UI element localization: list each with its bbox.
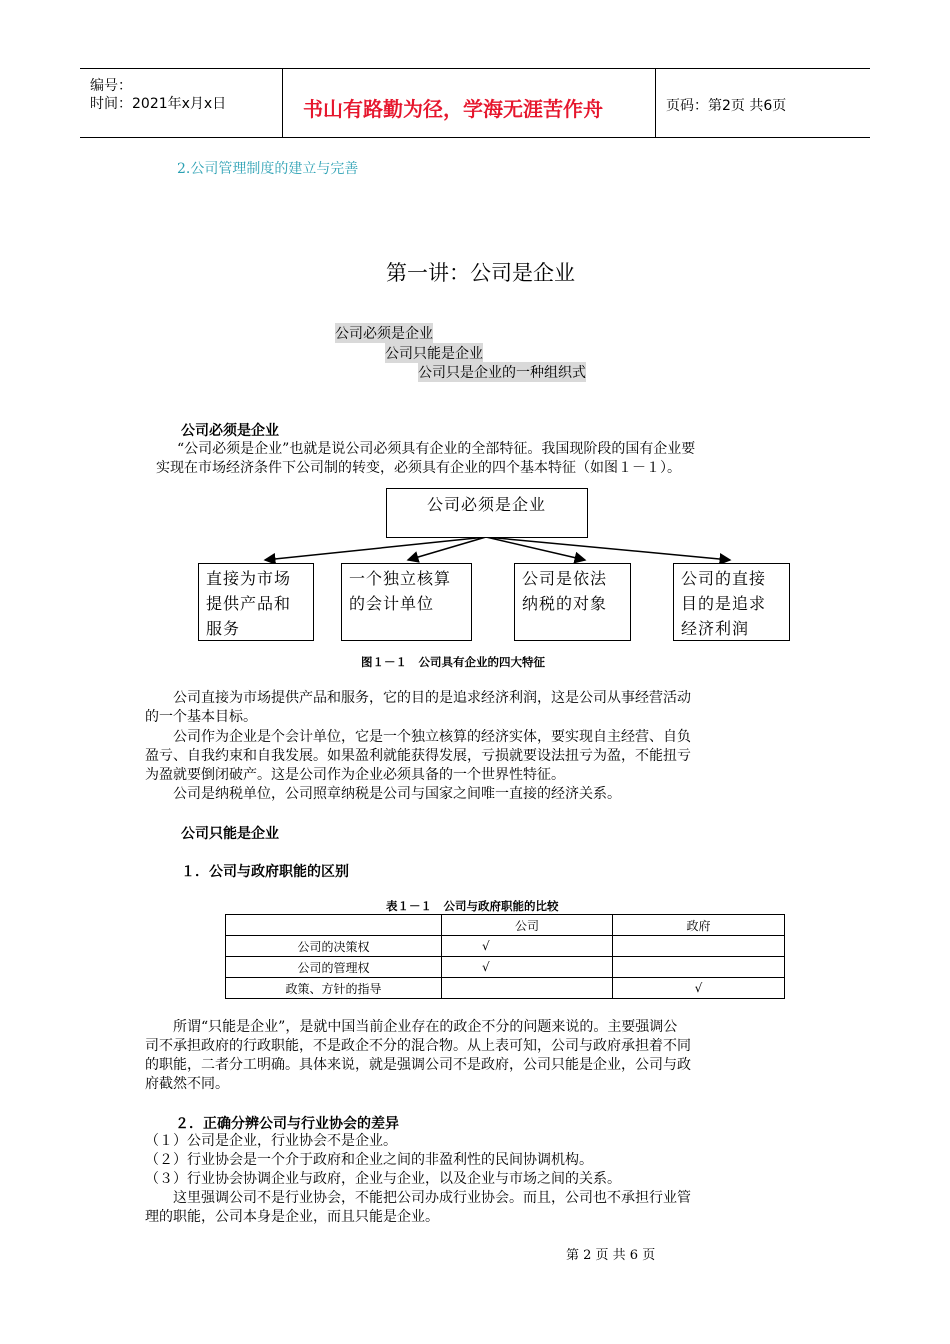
table-cell: √ <box>442 957 613 978</box>
arrow-3 <box>486 537 585 560</box>
diagram-box-1 <box>198 563 314 641</box>
list-item-1: （１）公司是企业，行业协会不是企业。 <box>145 1133 397 1149</box>
table-cell: √ <box>442 936 613 957</box>
table-cell: √ <box>613 978 785 999</box>
para2-line-4: 府截然不同。 <box>145 1076 229 1092</box>
table-header-cell-1: 公司 <box>442 915 613 936</box>
header-page-cell <box>656 69 870 137</box>
box2-line1: 一个独立核算 <box>349 569 452 588</box>
table-cell <box>442 978 613 999</box>
box2-line2: 的会计单位 <box>349 594 435 613</box>
table-row <box>226 957 785 978</box>
table-row <box>226 978 785 999</box>
box3-line1: 公司是依法 <box>522 569 608 588</box>
number-label: 编号： <box>90 78 132 94</box>
para1-line-6: 公司是纳税单位，公司照章纳税是公司与国家之间唯一直接的经济关系。 <box>145 786 621 802</box>
sec1-intro-line-2: 实现在市场经济条件下公司制的转变，必须具有企业的四个基本特征（如图１－１）。 <box>156 460 681 476</box>
table-header-row <box>226 915 785 936</box>
outline-item-3: 公司只是企业的一种组织式 <box>418 362 586 382</box>
table-cell <box>613 936 785 957</box>
page-info: 页码：第2页 共6页 <box>666 98 787 114</box>
diagram-caption: 图１－１ 公司具有企业的四大特征 <box>361 655 545 669</box>
box3-line2: 纳税的对象 <box>522 594 608 613</box>
para1-line-4: 盈亏、自我约束和自我发展。如果盈利就能获得发展，亏损就要设法扭亏为盈，不能扭亏 <box>145 748 691 764</box>
para1-line-2: 的一个基本目标。 <box>145 709 257 725</box>
table-cell: 公司的管理权 <box>226 957 442 978</box>
para3-line-2: 理的职能，公司本身是企业，而且只能是企业。 <box>145 1209 439 1225</box>
header-meta-cell <box>80 69 283 137</box>
outline-item-2: 公司只能是企业 <box>385 343 483 363</box>
diagram-box-2 <box>341 563 472 641</box>
motto: 书山有路勤为径，学海无涯苦作舟 <box>303 97 603 121</box>
arrow-4 <box>486 537 730 560</box>
sec2-heading: 公司只能是企业 <box>181 826 279 842</box>
page-footer: 第 2 页 共 6 页 <box>566 1248 656 1263</box>
diagram-box-4 <box>673 563 790 641</box>
comparison-table <box>225 914 785 999</box>
box1-line1: 直接为市场 <box>206 569 292 588</box>
table-header-cell-2: 政府 <box>613 915 785 936</box>
box1-line2: 提供产品和 <box>206 594 292 613</box>
para1-line-5: 为盈就要倒闭破产。这是公司作为企业必须具备的一个世界性特征。 <box>145 767 565 783</box>
list-item-2: （２）行业协会是一个介于政府和企业之间的非盈利性的民间协调机构。 <box>145 1152 593 1168</box>
para3-line-1: 这里强调公司不是行业协会，不能把公司办成行业协会。而且，公司也不承担行业管 <box>145 1190 691 1206</box>
table-header-cell-0 <box>226 915 442 936</box>
arrow-1 <box>265 537 486 560</box>
sec1-heading: 公司必须是企业 <box>181 423 279 439</box>
sub2-heading: ２．正确分辨公司与行业协会的差异 <box>175 1116 399 1132</box>
table-caption: 表１－１ 公司与政府职能的比较 <box>386 899 559 913</box>
table-row <box>226 936 785 957</box>
diagram-box-3 <box>514 563 631 641</box>
lecture-title: 第一讲：公司是企业 <box>386 261 575 285</box>
outline-item-1: 公司必须是企业 <box>335 323 433 343</box>
para2-line-1: 所谓“只能是企业”，是就中国当前企业存在的政企不分的问题来说的。主要强调公 <box>145 1019 678 1035</box>
box1-line3: 服务 <box>206 619 241 638</box>
list-item-3: （３）行业协会协调企业与政府，企业与企业，以及企业与市场之间的关系。 <box>145 1171 621 1187</box>
diagram-top-box <box>386 488 588 538</box>
time-label: 时间：2021年x月x日 <box>90 96 227 112</box>
table-cell <box>613 957 785 978</box>
box4-line3: 经济利润 <box>681 619 750 638</box>
table-cell: 政策、方针的指导 <box>226 978 442 999</box>
header-motto-cell <box>283 69 656 137</box>
section-link[interactable]: 2.公司管理制度的建立与完善 <box>177 161 359 177</box>
table-cell: 公司的决策权 <box>226 936 442 957</box>
para2-line-2: 司不承担政府的行政职能，不是政企不分的混合物。从上表可知，公司与政府承担着不同 <box>145 1038 691 1054</box>
diagram-top-box-label: 公司必须是企业 <box>427 495 547 514</box>
box4-line1: 公司的直接 <box>681 569 767 588</box>
sec2-sub1: １．公司与政府职能的区别 <box>181 864 349 880</box>
para2-line-3: 的职能，二者分工明确。具体来说，就是强调公司不是政府，公司只能是企业，公司与政 <box>145 1057 691 1073</box>
para1-line-1: 公司直接为市场提供产品和服务，它的目的是追求经济利润，这是公司从事经营活动 <box>145 690 691 706</box>
para1-line-3: 公司作为企业是个会计单位，它是一个独立核算的经济实体，要实现自主经营、自负 <box>145 729 691 745</box>
page-header <box>80 68 870 138</box>
sec1-intro-line-1: “公司必须是企业”也就是说公司必须具有企业的全部特征。我国现阶段的国有企业要 <box>177 441 696 457</box>
box4-line2: 目的是追求 <box>681 594 767 613</box>
